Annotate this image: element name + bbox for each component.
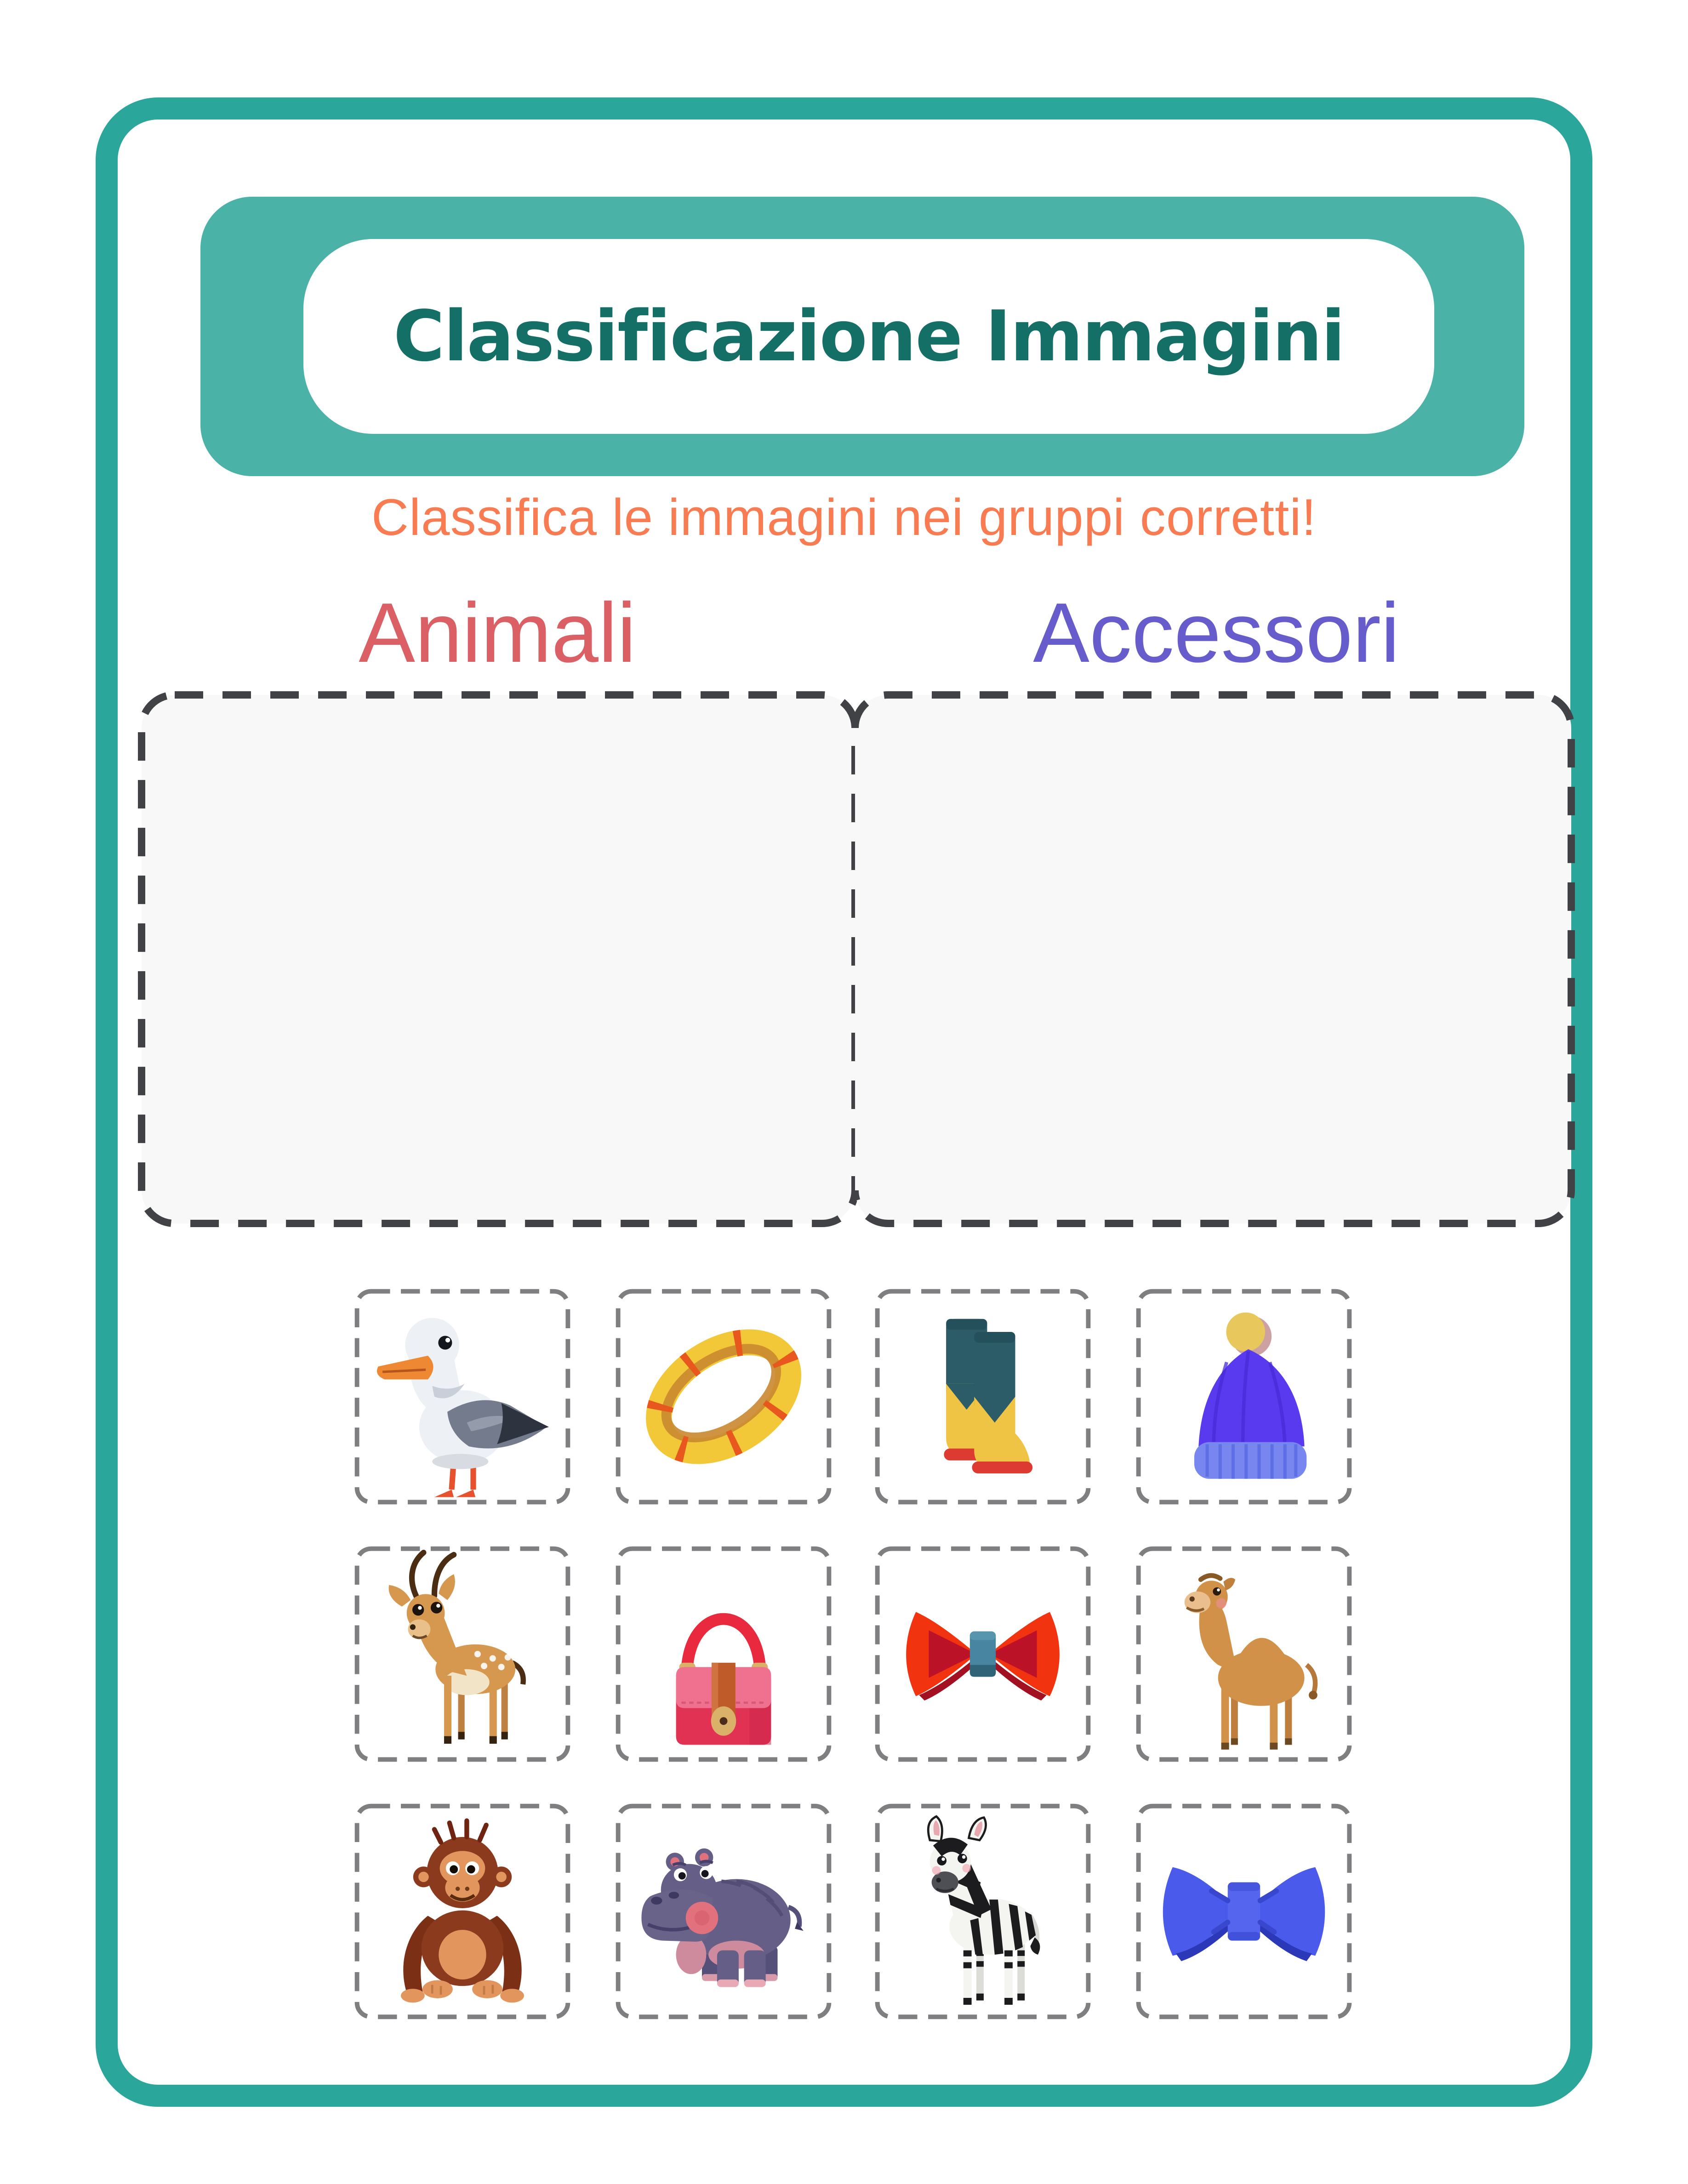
red-bow-tie-icon [874,1546,1093,1762]
page-title: Classificazione Immagini [393,296,1345,377]
category-label-accessori: Accessori [1033,585,1400,680]
tile-blue-bow-tie[interactable] [1134,1803,1353,2019]
tile-zebra[interactable] [874,1803,1093,2019]
gazelle-icon [353,1546,572,1762]
hippo-icon [613,1803,832,2019]
tile-gazelle[interactable] [353,1546,572,1762]
title-banner [200,197,1524,476]
tile-red-bow-tie[interactable] [874,1546,1093,1762]
category-label-animali: Animali [359,585,636,680]
tile-gold-ring[interactable] [613,1289,832,1505]
tile-hippo[interactable] [613,1803,832,2019]
drop-zones [138,691,1576,1228]
tile-rain-boots[interactable] [874,1289,1093,1505]
tile-monkey[interactable] [353,1803,572,2019]
tile-seagull[interactable] [353,1289,572,1505]
gold-ring-icon [613,1289,832,1505]
tile-red-handbag[interactable] [613,1546,832,1762]
beanie-hat-icon [1134,1289,1353,1505]
instructions-text: Classifica le immagini nei gruppi corretti! [371,489,1317,546]
tile-grid [353,1289,1353,2019]
seagull-icon [353,1289,572,1505]
accessori-drop-zone[interactable] [855,695,1571,1223]
tile-camel[interactable] [1134,1546,1353,1762]
rain-boots-icon [874,1289,1093,1505]
monkey-icon [353,1803,572,2019]
animali-drop-zone[interactable] [142,695,855,1223]
blue-bow-tie-icon [1134,1803,1353,2019]
red-handbag-icon [613,1546,832,1762]
title-box [303,239,1434,434]
camel-icon [1134,1546,1353,1762]
tile-beanie-hat[interactable] [1134,1289,1353,1505]
zebra-icon [874,1803,1093,2019]
